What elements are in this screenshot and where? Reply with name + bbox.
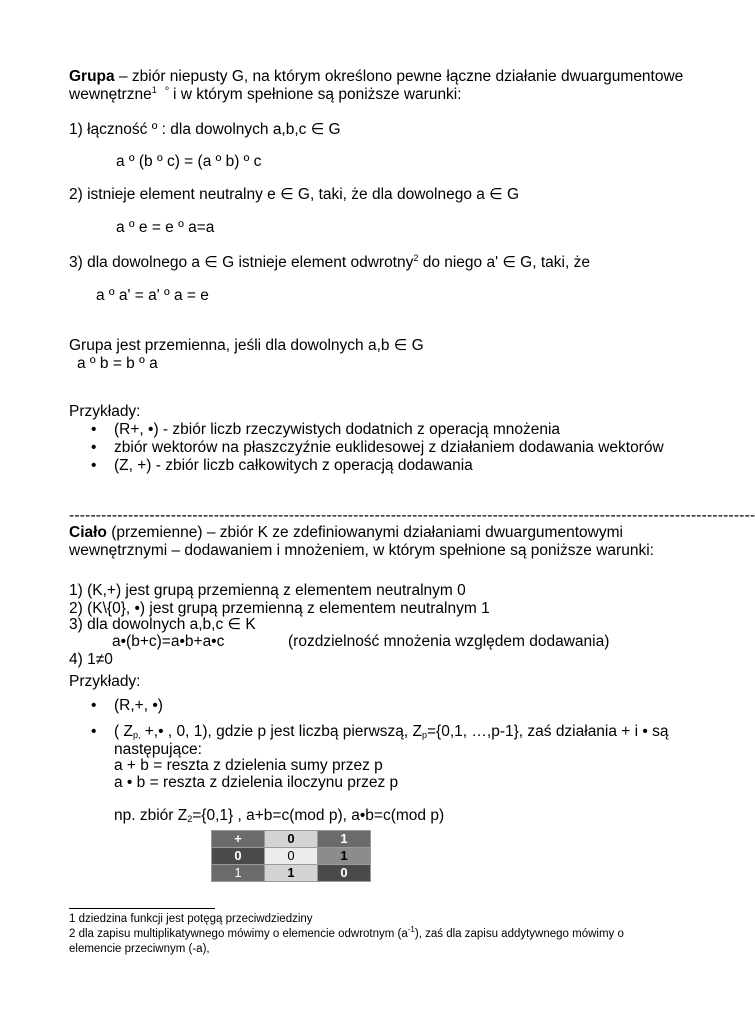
table-row: [212, 848, 371, 865]
distributivity-note: (rozdzielność mnożenia względem dodawania): [288, 633, 610, 650]
table-cell: 0: [318, 865, 371, 882]
group-cond3-text: 3) dla dowolnego a ∈ G istnieje element odwrotny: [69, 254, 414, 271]
bullet-icon: •: [91, 697, 97, 714]
group-example-1: (R+, •) - zbiór liczb rzeczywistych dodatnich z operacją mnożenia: [114, 421, 561, 438]
footnote-2-sup: -1: [407, 925, 415, 934]
zp-text-2: +,• , 0, 1), gdzie p jest liczbą pierwszą, Z: [140, 723, 422, 740]
group-cond3-text-2: do niego a' ∈ G, taki, że: [418, 254, 590, 271]
table-cell: 0: [212, 848, 265, 865]
zp-subscript-2: p: [421, 730, 427, 740]
table-cell: 1: [265, 865, 318, 882]
group-term: Grupa: [69, 68, 115, 85]
group-def-text-2: wewnętrzne: [69, 86, 152, 103]
field-definition-line1: [69, 524, 623, 542]
bullet-icon: •: [91, 421, 97, 438]
footnote-separator: [69, 908, 215, 909]
footnote-2: [69, 927, 624, 941]
field-condition-4: 4) 1≠0: [69, 651, 113, 668]
group-formula-2: a º e = e º a=a: [116, 219, 215, 236]
mod-add-rule: a + b = reszta z dzielenia sumy przez p: [114, 757, 383, 774]
table-cell: 0: [265, 848, 318, 865]
z2-text: np. zbiór Z: [114, 807, 188, 824]
footnote-2-cont: elemencie przeciwnym (-a),: [69, 943, 210, 955]
table-cell: 0: [265, 831, 318, 848]
group-def-text-3: i w którym spełnione są poniższe warunki:: [168, 86, 462, 103]
field-definition-line2: wewnętrznymi – dodawaniem i mnożeniem, w którym spełnione są poniższe warunki:: [69, 542, 654, 559]
field-example-1: (R,+, •): [114, 697, 163, 714]
table-row: [212, 865, 371, 882]
distributivity-formula: a•(b+c)=a•b+a•c: [112, 633, 225, 650]
group-example-2: zbiór wektorów na płaszczyźnie euklidesowej z działaniem dodawania wektorów: [114, 439, 664, 456]
z2-text-2: ={0,1} , a+b=c(mod p), a•b=c(mod p): [192, 807, 445, 824]
addition-table-z2: [211, 830, 371, 882]
table-cell: 1: [318, 848, 371, 865]
group-example-3: (Z, +) - zbiór liczb całkowitych z operacją dodawania: [114, 457, 473, 474]
group-definition-line1: [69, 68, 683, 86]
group-condition-1: 1) łączność º : dla dowolnych a,b,c ∈ G: [69, 121, 341, 138]
mod-mul-rule: a • b = reszta z dzielenia iloczynu przez p: [114, 774, 399, 791]
group-definition-line2: [69, 86, 462, 104]
table-cell: 1: [212, 865, 265, 882]
footnote-2-text: 2 dla zapisu multiplikatywnego mówimy o elemencie odwrotnym (a: [69, 928, 408, 940]
example-z2-line: [114, 807, 444, 825]
zp-text-3: ={0,1, …,p-1}, zaś działania + i • są: [427, 723, 669, 740]
group-examples-label: Przykłady:: [69, 403, 141, 420]
group-condition-3: [69, 254, 590, 272]
table-cell: 1: [318, 831, 371, 848]
group-condition-2: 2) istnieje element neutralny e ∈ G, taki, że dla dowolnego a ∈ G: [69, 186, 520, 203]
field-example-2: [114, 723, 669, 741]
group-commutative-formula: a º b = b º a: [77, 355, 158, 372]
field-condition-1: 1) (K,+) jest grupą przemienną z elementem neutralnym 0: [69, 582, 466, 599]
field-condition-3: 3) dla dowolnych a,b,c ∈ K: [69, 616, 256, 633]
bullet-icon: •: [91, 723, 97, 740]
group-formula-3: a º a' = a' º a = e: [96, 287, 209, 304]
group-formula-1: a º (b º c) = (a º b) º c: [116, 153, 262, 170]
footnote-1: 1 dziedzina funkcji jest potęgą przeciwdziedziny: [69, 913, 313, 925]
field-example-2-cont: następujące:: [114, 741, 202, 758]
section-separator: --------------------------------------------------------------------------------------------------------------------------------: [69, 507, 755, 524]
table-cell: +: [212, 831, 265, 848]
field-examples-label: Przykłady:: [69, 673, 141, 690]
table-row: [212, 831, 371, 848]
bullet-icon: •: [91, 439, 97, 456]
footnote-2-text-2: ), zaś dla zapisu addytywnego mówimy o: [414, 928, 624, 940]
zp-subscript: p,: [132, 730, 141, 740]
footnote-ref-2[interactable]: 2: [413, 253, 419, 263]
group-def-text: – zbiór niepusty G, na którym określono pewne łączne działanie dwuargumentowe: [114, 68, 684, 85]
group-commutative-line: Grupa jest przemienna, jeśli dla dowolnych a,b ∈ G: [69, 337, 424, 354]
op-symbol: º: [165, 85, 169, 95]
footnote-ref-1[interactable]: 1: [151, 85, 157, 95]
z2-subscript: 2: [187, 814, 193, 824]
zp-text: ( Z: [114, 723, 133, 740]
bullet-icon: •: [91, 457, 97, 474]
field-condition-2: 2) (K\{0}, •) jest grupą przemienną z elementem neutralnym 1: [69, 600, 490, 617]
field-def-text: (przemienne) – zbiór K ze zdefiniowanymi działaniami dwuargumentowymi: [106, 524, 623, 541]
field-term: Ciało: [69, 524, 107, 541]
